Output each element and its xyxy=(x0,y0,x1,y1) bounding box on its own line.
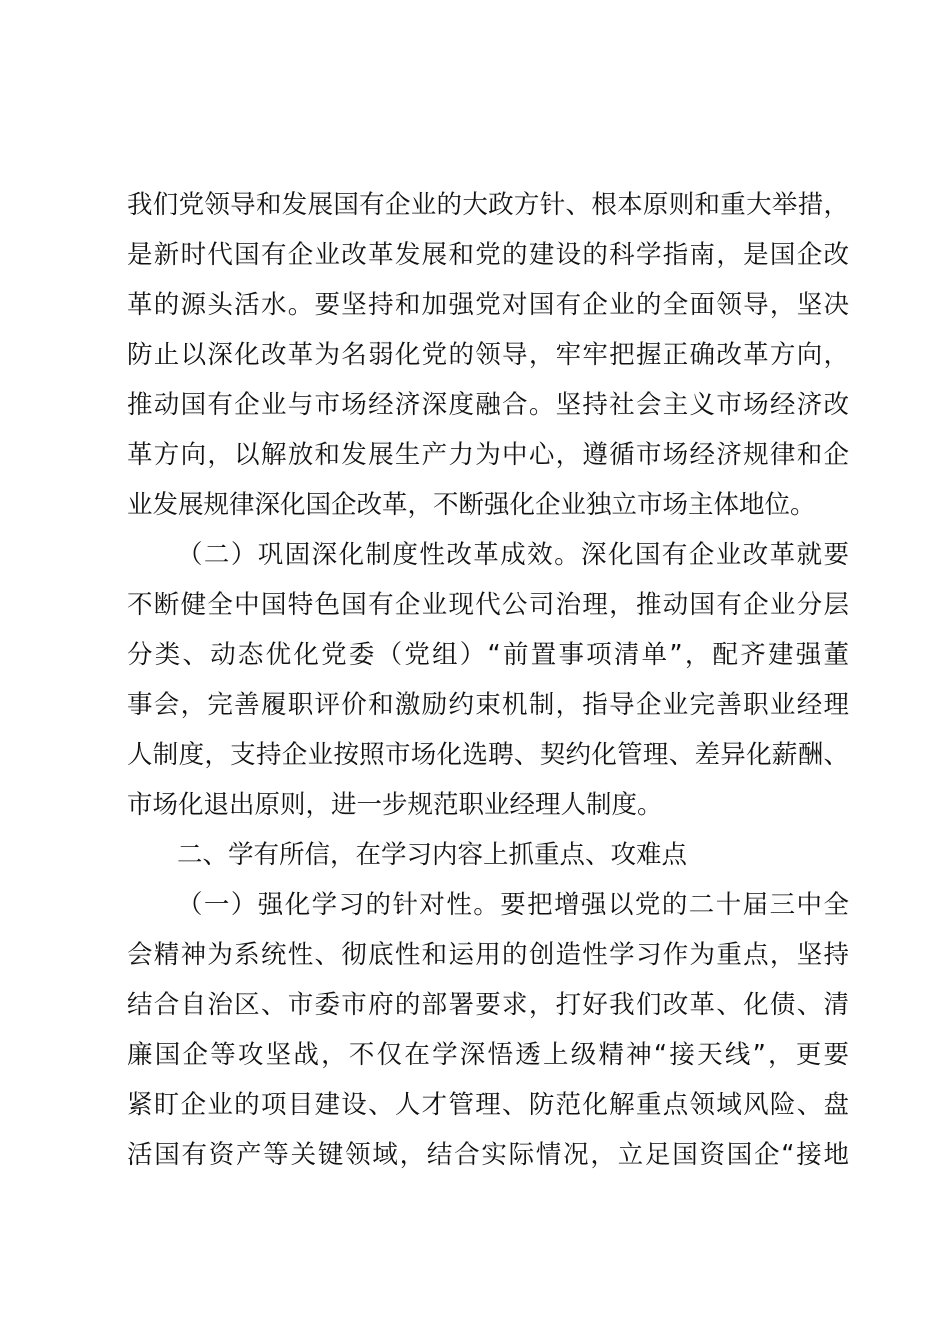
text-line: 分类、动态优化党委（党组）“前置事项清单”，配齐建强董 xyxy=(127,640,849,670)
text-line: 事会，完善履职评价和激励约束机制，指导企业完善职业经理 xyxy=(127,690,849,720)
text-line: 推动国有企业与市场经济深度融合。坚持社会主义市场经济改 xyxy=(127,390,849,420)
text-line: 廉国企等攻坚战，不仅在学深悟透上级精神“接天线”，更要 xyxy=(127,1040,849,1070)
text-line: 会精神为系统性、彻底性和运用的创造性学习作为重点，坚持 xyxy=(127,940,849,970)
text-line: （一）强化学习的针对性。要把增强以党的二十届三中全 xyxy=(177,890,849,920)
text-line: 革方向，以解放和发展生产力为中心，遵循市场经济规律和企 xyxy=(127,440,849,470)
text-line: （二）巩固深化制度性改革成效。深化国有企业改革就要 xyxy=(177,540,849,570)
text-line: 业发展规律深化国企改革，不断强化企业独立市场主体地位。 xyxy=(127,490,816,520)
text-line: 防止以深化改革为名弱化党的领导，牢牢把握正确改革方向， xyxy=(127,340,849,370)
paragraph-targeted-learning xyxy=(127,880,849,1180)
paragraph-institutional-reform xyxy=(127,530,849,830)
section-heading: 二、学有所信，在学习内容上抓重点、攻难点 xyxy=(177,840,688,870)
text-line: 市场化退出原则，进一步规范职业经理人制度。 xyxy=(127,790,663,820)
text-line: 活国有资产等关键领域，结合实际情况，立足国资国企“接地 xyxy=(127,1140,849,1170)
body-text xyxy=(127,180,849,1180)
text-line: 是新时代国有企业改革发展和党的建设的科学指南，是国企改 xyxy=(127,240,849,270)
text-line: 紧盯企业的项目建设、人才管理、防范化解重点领域风险、盘 xyxy=(127,1090,849,1120)
section-heading-2 xyxy=(127,830,849,880)
text-line: 革的源头活水。要坚持和加强党对国有企业的全面领导，坚决 xyxy=(127,290,849,320)
text-line: 结合自治区、市委市府的部署要求，打好我们改革、化债、清 xyxy=(127,990,849,1020)
text-line: 人制度，支持企业按照市场化选聘、契约化管理、差异化薪酬、 xyxy=(127,740,849,770)
text-line: 不断健全中国特色国有企业现代公司治理，推动国有企业分层 xyxy=(127,590,849,620)
text-line: 我们党领导和发展国有企业的大政方针、根本原则和重大举措， xyxy=(127,190,849,220)
paragraph-reform-direction xyxy=(127,180,849,530)
